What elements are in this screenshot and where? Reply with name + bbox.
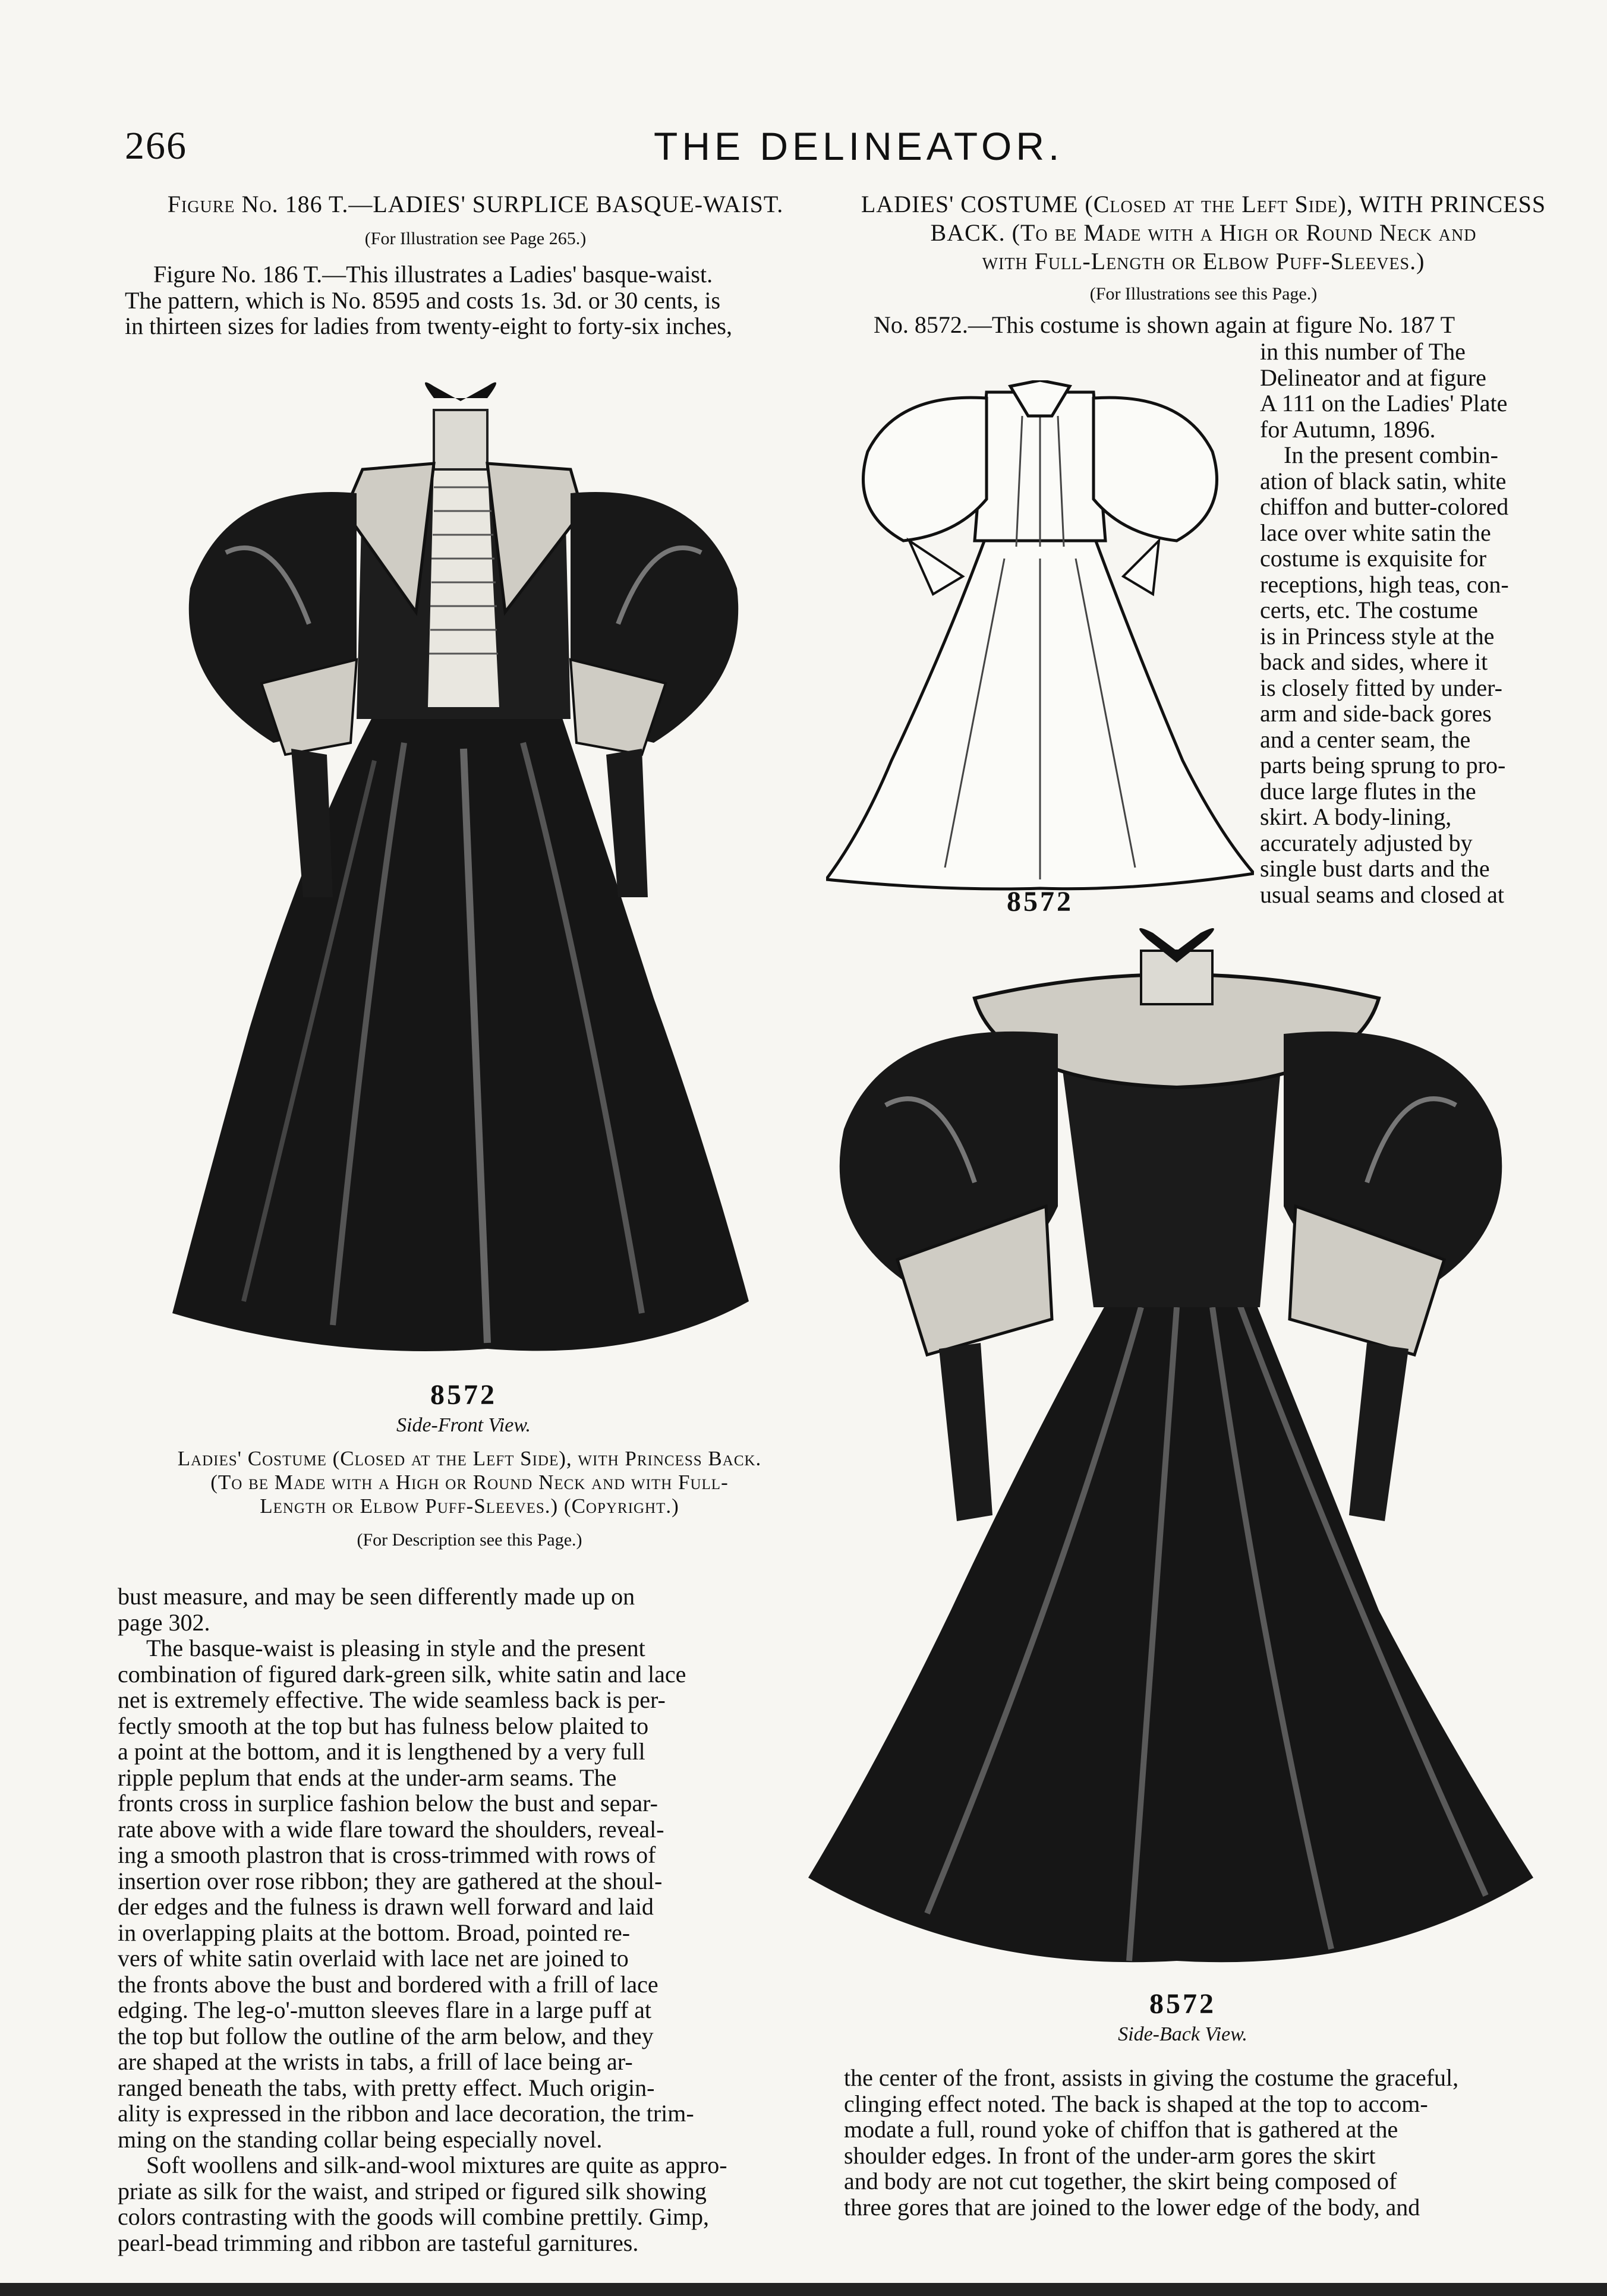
narrow-line: A 111 on the Ladies' Plate <box>1260 390 1508 417</box>
narrow-line: usual seams and closed at <box>1260 881 1504 908</box>
illustrations-ref: (For Illustrations see this Page.) <box>1089 284 1318 304</box>
costume-first-line: No. 8572.—This costume is shown again at figure No. 187 T <box>874 311 1455 338</box>
caption-line: Length or Elbow Puff-Sleeves.) (Copyright.) <box>260 1494 679 1518</box>
pattern-number-front: 8572 <box>430 1379 497 1411</box>
narrow-line: lace over white satin the <box>1260 519 1491 546</box>
narrow-line: ation of black satin, white <box>1260 467 1507 494</box>
text-line: rate above with a wide flare toward the shoulders, reveal- <box>118 1815 664 1843</box>
text-line: a point at the bottom, and it is lengthened by a very full <box>118 1738 645 1765</box>
basque-description <box>118 1584 742 2256</box>
pattern-number-small: 8572 <box>1007 886 1073 917</box>
costume-heading-line: with Full-Length or Elbow Puff-Sleeves.) <box>982 248 1425 275</box>
dress-small-line-illustration <box>826 380 1254 891</box>
text-line: ming on the standing collar being especially novel. <box>118 2125 603 2153</box>
text-line: Soft woollens and silk-and-wool mixtures are quite as appro- <box>146 2152 727 2178</box>
text-line: edging. The leg-o'-mutton sleeves flare in a large puff at <box>118 1997 652 2023</box>
costume-caption <box>113 1447 826 1518</box>
intro-text <box>125 261 859 339</box>
narrow-line: single bust darts and the <box>1260 855 1490 882</box>
pattern-number-back: 8572 <box>1149 1988 1216 2020</box>
text-line: priate as silk for the waist, and striped or figured silk showing <box>118 2177 707 2204</box>
text-line: combination of figured dark-green silk, white satin and lace <box>118 1660 686 1688</box>
text-line: insertion over rose ribbon; they are gathered at the shoul- <box>118 1867 663 1894</box>
text-line: clinging effect noted. The back is shaped at the top to accom- <box>844 2090 1428 2117</box>
magazine-title: THE DELINEATOR. <box>654 124 1064 168</box>
description-ref: (For Description see this Page.) <box>357 1530 582 1550</box>
dress-side-back-illustration <box>796 927 1557 1985</box>
narrow-line: duce large flutes in the <box>1260 777 1476 805</box>
narrow-line: and a center seam, the <box>1260 726 1471 753</box>
text-line: fectly smooth at the top but has fulness below plaited to <box>118 1712 649 1739</box>
text-line: ripple peplum that ends at the under-arm seams. The <box>118 1764 617 1791</box>
text-line: fronts cross in surplice fashion below the bust and separ- <box>118 1790 658 1816</box>
text-line: ing a smooth plastron that is cross-trimmed with rows of <box>118 1841 656 1868</box>
page-number: 266 <box>125 124 187 168</box>
intro-line: The pattern, which is No. 8595 and costs 1s. 3d. or 30 cents, is <box>125 286 721 314</box>
text-line: der edges and the fulness is drawn well forward and laid <box>118 1893 654 1920</box>
costume-heading-line: LADIES' COSTUME (Closed at the Left Side), WITH PRINCESS <box>861 191 1546 217</box>
narrow-line: Delineator and at figure <box>1260 364 1486 391</box>
page-bottom-edge <box>0 2283 1607 2296</box>
narrow-line: certs, etc. The costume <box>1260 597 1478 623</box>
narrow-line: receptions, high teas, con- <box>1260 570 1509 598</box>
text-line: colors contrasting with the goods will combine prettily. Gimp, <box>118 2203 710 2230</box>
text-line: net is extremely effective. The wide seamless back is per- <box>118 1686 666 1713</box>
costume-description-continued <box>844 2065 1545 2220</box>
narrow-line: costume is exquisite for <box>1260 545 1487 572</box>
narrow-line: arm and side-back gores <box>1260 700 1492 727</box>
text-line: the fronts above the bust and bordered with a frill of lace <box>118 1970 658 1998</box>
costume-description-narrow <box>1260 339 1551 907</box>
narrow-line: parts being sprung to pro- <box>1260 752 1506 778</box>
view-label-back: Side-Back View. <box>1118 2023 1247 2045</box>
text-line: vers of white satin overlaid with lace net are joined to <box>118 1945 629 1972</box>
view-label-front: Side-Front View. <box>396 1414 531 1436</box>
narrow-line: in this number of The <box>1260 338 1466 365</box>
figure-heading: Figure No. 186 T.—LADIES' SURPLICE BASQUE-WAIST. <box>167 191 784 217</box>
narrow-line: is in Princess style at the <box>1260 622 1495 649</box>
narrow-line: accurately adjusted by <box>1260 829 1473 856</box>
narrow-line: is closely fitted by under- <box>1260 674 1502 701</box>
text-line: page 302. <box>118 1609 210 1636</box>
text-line: and body are not cut together, the skirt being composed of <box>844 2168 1397 2194</box>
figure-illustration-ref: (For Illustration see Page 265.) <box>364 229 587 248</box>
text-line: in overlapping plaits at the bottom. Broad, pointed re- <box>118 1919 631 1946</box>
text-line: ality is expressed in the ribbon and lace decoration, the trim- <box>118 2100 694 2127</box>
narrow-line: back and sides, where it <box>1260 648 1488 675</box>
text-line: pearl-bead trimming and ribbon are tasteful garnitures. <box>118 2229 639 2256</box>
dress-side-front-illustration <box>155 374 773 1373</box>
text-line: The basque-waist is pleasing in style and the present <box>146 1635 645 1661</box>
text-line: are shaped at the wrists in tabs, a frill of lace being ar- <box>118 2048 633 2075</box>
intro-line: in thirteen sizes for ladies from twenty-eight to forty-six inches, <box>125 313 732 339</box>
costume-heading-line: BACK. (To be Made with a High or Round Neck and <box>930 219 1477 246</box>
text-line: modate a full, round yoke of chiffon that is gathered at the <box>844 2116 1398 2143</box>
text-line: shoulder edges. In front of the under-arm gores the skirt <box>844 2142 1376 2169</box>
narrow-line: In the present combin- <box>1284 441 1498 468</box>
text-line: three gores that are joined to the lower edge of the body, and <box>844 2193 1420 2221</box>
text-line: the top but follow the outline of the arm below, and they <box>118 2022 654 2049</box>
text-line: the center of the front, assists in giving the costume the graceful, <box>844 2064 1459 2091</box>
costume-heading <box>844 190 1563 276</box>
text-line: ranged beneath the tabs, with pretty effect. Much origin- <box>118 2074 655 2101</box>
intro-line: Figure No. 186 T.—This illustrates a Ladies' basque-waist. <box>153 261 713 288</box>
narrow-line: skirt. A body-lining, <box>1260 803 1452 830</box>
caption-line: Ladies' Costume (Closed at the Left Side), with Princess Back. <box>177 1447 762 1470</box>
caption-line: (To be Made with a High or Round Neck and with Full- <box>210 1471 729 1494</box>
narrow-line: for Autumn, 1896. <box>1260 415 1436 443</box>
text-line: bust measure, and may be seen differently made up on <box>118 1583 635 1610</box>
narrow-line: chiffon and butter-colored <box>1260 493 1509 520</box>
